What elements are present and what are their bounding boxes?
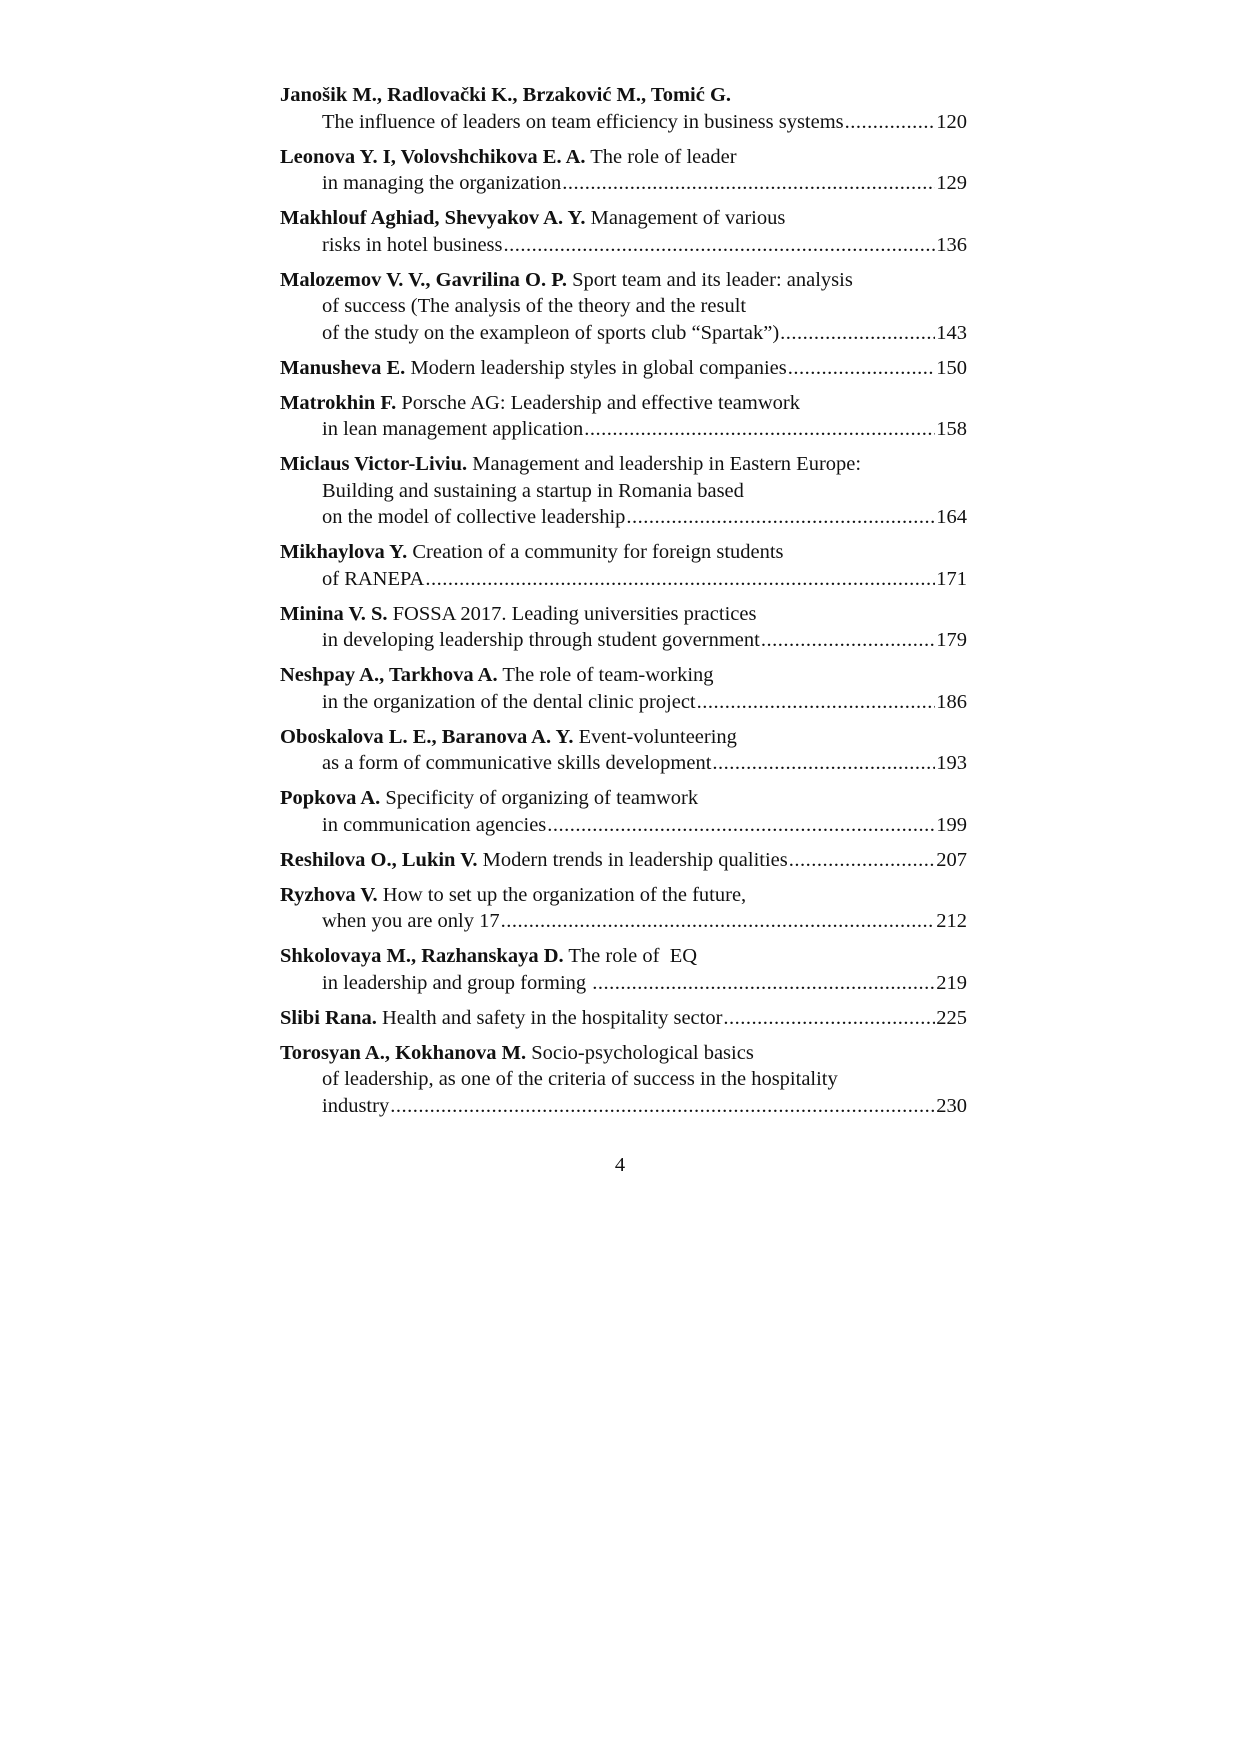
toc-title-line xyxy=(280,478,967,505)
toc-entry-first-line xyxy=(280,451,967,478)
dot-leader xyxy=(780,320,935,347)
toc-title: of RANEPA xyxy=(322,567,425,590)
toc-authors: Matrokhin F. xyxy=(280,391,397,414)
toc-title-line xyxy=(280,1066,967,1093)
dot-leader xyxy=(562,170,935,197)
toc-entry-first-line xyxy=(280,943,967,970)
dot-leader xyxy=(547,812,935,839)
toc-entry xyxy=(280,451,967,531)
toc-entry-first-line xyxy=(280,390,967,417)
toc-authors: Reshilova O., Lukin V. xyxy=(280,848,478,871)
toc-authors: Makhlouf Aghiad, Shevyakov A. Y. xyxy=(280,207,586,229)
toc-title-line xyxy=(280,109,967,136)
toc-entry-first-line xyxy=(280,144,967,171)
toc-title: Socio-psychological basics xyxy=(526,1041,754,1064)
toc-authors: Mikhaylova Y. xyxy=(280,541,408,563)
toc-entry xyxy=(280,847,967,874)
toc-entry-first-line xyxy=(280,267,967,294)
toc-entry-first-line xyxy=(280,539,967,566)
toc-authors: Neshpay A., Tarkhova A. xyxy=(280,664,498,686)
dot-leader xyxy=(761,627,935,654)
toc-page-number: 158 xyxy=(936,418,967,440)
toc-authors: Malozemov V. V., Gavrilina O. P. xyxy=(280,268,568,291)
toc-title: Management and leadership in Eastern Europe: xyxy=(467,453,862,475)
toc-entry xyxy=(280,882,967,935)
toc-title-line xyxy=(280,1093,967,1120)
toc-title-line xyxy=(280,293,967,320)
toc-entry xyxy=(280,601,967,654)
toc-entry-first-line xyxy=(280,882,967,909)
toc-title: The role of EQ xyxy=(563,945,698,967)
toc-authors: Manusheva E. xyxy=(280,356,406,379)
toc-entry-first-line xyxy=(280,847,967,874)
toc-entry xyxy=(280,267,967,347)
toc-page-number: 129 xyxy=(936,172,967,194)
toc-title: The role of team-working xyxy=(497,664,714,686)
toc-entry xyxy=(280,1005,967,1032)
toc-title-line xyxy=(280,970,967,997)
toc-entry-first-line xyxy=(280,785,967,812)
toc-entry xyxy=(280,724,967,777)
dot-leader xyxy=(723,1005,935,1032)
toc-title-line xyxy=(280,232,967,259)
toc-title-line xyxy=(280,504,967,531)
toc-entry-first-line xyxy=(280,355,967,382)
toc-entry-first-line xyxy=(280,82,967,109)
dot-leader xyxy=(626,504,935,531)
toc-title: of leadership, as one of the criteria of success in the hospitality xyxy=(322,1068,838,1090)
toc-entry xyxy=(280,205,967,258)
toc-page-number: 120 xyxy=(936,110,967,133)
toc-page-number: 186 xyxy=(936,690,967,713)
toc-entry xyxy=(280,943,967,996)
toc-title: Porsche AG: Leadership and effective teamwork xyxy=(396,391,800,414)
toc-title: in communication agencies xyxy=(322,813,547,836)
toc-entry xyxy=(280,390,967,443)
toc-title: The role of leader xyxy=(585,145,737,168)
toc-entry xyxy=(280,144,967,197)
toc-title-line xyxy=(280,908,967,935)
toc-page-number: 171 xyxy=(936,567,967,590)
dot-leader xyxy=(845,109,936,136)
toc-page-number: 136 xyxy=(936,233,967,256)
toc-title: in managing the organization xyxy=(322,172,562,194)
toc-title: in developing leadership through student government xyxy=(322,629,760,651)
toc-page-number: 143 xyxy=(936,321,967,344)
toc-authors: Slibi Rana. xyxy=(280,1006,377,1029)
dot-leader xyxy=(697,689,936,716)
toc-title: in leadership and group forming xyxy=(322,971,592,994)
toc-entry-first-line xyxy=(280,1005,967,1032)
toc-title-line xyxy=(280,812,967,839)
toc-title-line xyxy=(280,170,967,197)
toc-page-number: 150 xyxy=(936,356,967,379)
toc-authors: Miclaus Victor-Liviu. xyxy=(280,453,468,475)
dot-leader xyxy=(584,416,935,443)
toc-title: Event-volunteering xyxy=(573,725,737,748)
toc-title: on the model of collective leadership xyxy=(322,506,626,528)
page-number: 4 xyxy=(614,1154,626,1176)
toc-title-line xyxy=(280,689,967,716)
toc-entry-first-line xyxy=(280,662,967,689)
dot-leader xyxy=(592,970,935,997)
dot-leader xyxy=(788,355,935,382)
toc-title: Management of various xyxy=(585,207,786,229)
toc-title: in the organization of the dental clinic project xyxy=(322,690,696,713)
toc-entry-first-line xyxy=(280,724,967,751)
dot-leader xyxy=(712,750,935,777)
toc-entry xyxy=(280,785,967,838)
toc-page-number: 164 xyxy=(936,506,967,528)
toc-title: Creation of a community for foreign students xyxy=(407,541,784,563)
toc-title: when you are only 17 xyxy=(322,910,500,932)
toc-title: The influence of leaders on team efficiency in business systems xyxy=(322,110,844,133)
toc-title: Modern trends in leadership qualities xyxy=(477,848,788,871)
toc-authors: Leonova Y. I, Volovshchikova E. A. xyxy=(280,145,586,168)
toc-page-number: 193 xyxy=(936,752,967,774)
toc-title: of success (The analysis of the theory and the result xyxy=(322,295,747,317)
toc-entry-first-line xyxy=(280,205,967,232)
dot-leader xyxy=(425,566,935,593)
toc-entry xyxy=(280,1040,967,1120)
toc-title: Specificity of organizing of teamwork xyxy=(380,787,699,809)
toc-title-line xyxy=(280,627,967,654)
toc-entry-first-line xyxy=(280,601,967,628)
toc-title-line xyxy=(280,750,967,777)
toc-authors: Torosyan A., Kokhanova M. xyxy=(280,1041,527,1064)
toc-page-number: 219 xyxy=(936,971,967,994)
toc-authors: Janošik M., Radlovački K., Brzaković M., Tomić G. xyxy=(280,84,732,106)
dot-leader xyxy=(789,847,935,874)
toc-page-number: 179 xyxy=(936,629,967,651)
toc-title: Modern leadership styles in global companies xyxy=(405,356,787,379)
toc-authors: Oboskalova L. E., Baranova A. Y. xyxy=(280,725,574,748)
toc-title: Sport team and its leader: analysis xyxy=(567,268,853,291)
toc-authors: Ryzhova V. xyxy=(280,883,378,906)
toc-page-number: 230 xyxy=(936,1094,967,1117)
toc-authors: Popkova A. xyxy=(280,787,381,809)
toc-title: How to set up the organization of the future, xyxy=(377,883,747,906)
toc-title: FOSSA 2017. Leading universities practices xyxy=(387,602,757,625)
dot-leader xyxy=(504,232,936,259)
toc-entry xyxy=(280,662,967,715)
toc-title: Health and safety in the hospitality sector xyxy=(376,1006,723,1029)
toc-title: in lean management application xyxy=(322,418,584,440)
toc-entry xyxy=(280,82,967,135)
toc-page-number: 225 xyxy=(936,1006,967,1029)
toc-title: risks in hotel business xyxy=(322,233,503,256)
dot-leader xyxy=(390,1093,935,1120)
toc-title-line xyxy=(280,566,967,593)
toc-page-number: 212 xyxy=(936,910,967,932)
toc-entry xyxy=(280,539,967,592)
toc-authors: Minina V. S. xyxy=(280,602,388,625)
toc-title: of the study on the exampleon of sports club “Spartak”) xyxy=(322,321,780,344)
toc-authors: Shkolovaya M., Razhanskaya D. xyxy=(280,945,564,967)
toc-title: Building and sustaining a startup in Romania based xyxy=(322,479,744,502)
toc-title: industry xyxy=(322,1094,390,1117)
toc-title-line xyxy=(280,320,967,347)
dot-leader xyxy=(501,908,936,935)
toc-page-number: 207 xyxy=(936,848,967,871)
toc-title: as a form of communicative skills development xyxy=(322,752,712,774)
toc-page-number: 199 xyxy=(936,813,967,836)
toc-title-line xyxy=(280,416,967,443)
toc-entry-first-line xyxy=(280,1040,967,1067)
table-of-contents xyxy=(280,82,967,1128)
toc-entry xyxy=(280,355,967,382)
